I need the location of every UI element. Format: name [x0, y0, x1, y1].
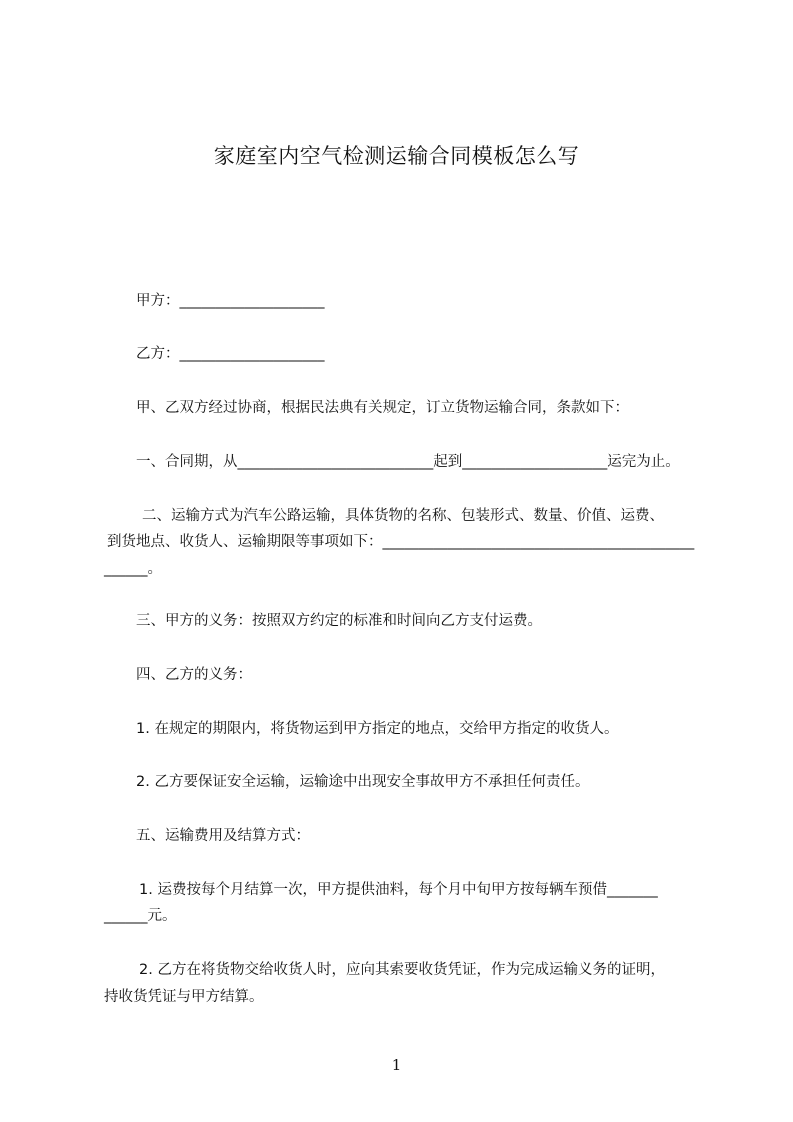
clause-2-line-3: ______。 [104, 561, 162, 577]
page-number: 1 [391, 1056, 402, 1074]
clause-3-party-a-obligations: 三、甲方的义务：按照双方约定的标准和时间向乙方支付运费。 [136, 613, 542, 629]
party-b-line: 乙方：____________________ [136, 346, 325, 362]
clause-5-item-2-line-2: 持收货凭证与甲方结算。 [104, 989, 264, 1005]
clause-4-item-2: 2. 乙方要保证安全运输，运输途中出现安全事故甲方不承担任何责任。 [136, 774, 590, 790]
clause-5-item-1-line-1: 1. 运费按每个月结算一次，甲方提供油料，每个月中旬甲方按每辆车预借_______ [139, 882, 658, 898]
document-title: 家庭室内空气检测运输合同模板怎么写 [213, 144, 580, 168]
clause-5-heading: 五、运输费用及结算方式： [136, 828, 310, 844]
party-a-line: 甲方：____________________ [136, 293, 325, 309]
clause-1-contract-period: 一、合同期，从___________________________起到____________________运完为止。 [136, 454, 680, 470]
intro-paragraph: 甲、乙双方经过协商，根据民法典有关规定，订立货物运输合同，条款如下： [136, 400, 629, 416]
clause-2-line-2: 到货地点、收货人、运输期限等事项如下：___________________________________________ [107, 534, 695, 550]
clause-4-item-1: 1. 在规定的期限内，将货物运到甲方指定的地点，交给甲方指定的收货人。 [136, 721, 619, 737]
clause-5-item-1-line-2: ______元。 [104, 908, 177, 924]
clause-4-heading: 四、乙方的义务： [136, 667, 252, 683]
clause-5-item-2-line-1: 2. 乙方在将货物交给收货人时，应向其索要收货凭证，作为完成运输义务的证明， [139, 962, 665, 978]
clause-2-line-1: 二、运输方式为汽车公路运输，具体货物的名称、包装形式、数量、价值、运费、 [142, 508, 664, 524]
